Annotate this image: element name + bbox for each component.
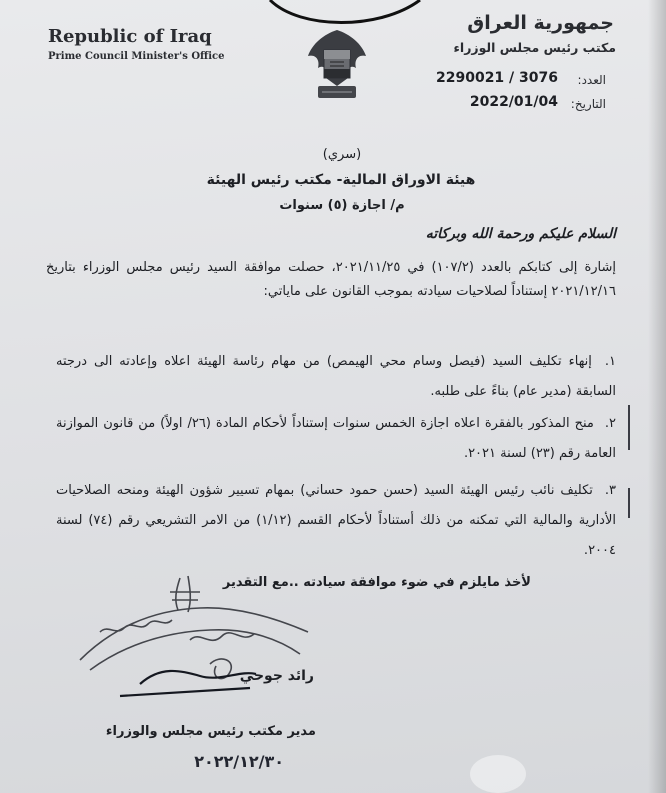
list-item [56,476,616,566]
list-item-number: ٣. [604,483,616,498]
signer-name: رائد جوحي [239,668,314,684]
list-item-text: تكليف نائب رئيس الهيئة السيد (حسن حمود حساني) بمهام تسيير شؤون الهيئة ومنحه الصلاحيات الأدارية والمالية التي تمكنه من ذلك أستناداً لأحكام القسم (١/١٢) من الامر التشريعي رقم (٧٤) لسنة ٢٠٠٤. [56,483,616,558]
signer-title: مدير مكتب رئيس مجلس والوزراء [105,724,316,739]
list-item [56,409,616,469]
date-label: التاريخ: [570,97,606,111]
classification-label: (سري) [322,147,362,162]
addressee-line: هيئة الاوراق المالية- مكتب رئيس الهيئة [206,172,476,188]
subject-line: م/ اجازة (٥) سنوات [279,198,405,213]
country-name-ar: جمهورية العراق [467,12,614,34]
date-value: 2022/01/04 [469,94,558,110]
list-item-text: إنهاء تكليف السيد (فيصل وسام محي الهيمص) من مهام رئاسة الهيئة اعلاه وإعادته الى درجته السابقة (مدير عام) بناءً على طلبه. [56,354,616,399]
country-name-en: Republic of Iraq [48,26,212,47]
watermark-blob [470,755,526,793]
list-item [56,347,616,407]
margin-bracket [628,488,630,518]
iraq-emblem-icon [302,26,372,108]
office-name-ar: مكتب رئيس مجلس الوزراء [453,40,616,55]
office-name-en: Prime Council Minister's Office [48,51,225,62]
closing-line: لأخذ مايلزم في ضوء موافقة سيادته ..مع التقدير [222,575,531,590]
ref-number-label: العدد: [577,73,606,87]
margin-bracket [628,405,630,450]
ref-number-value: 2290021 / 3076 [435,70,558,86]
signature-date: ٢٠٢٢/١٢/٣٠ [194,752,284,771]
list-item-number: ١. [604,354,616,369]
list-item-text: منح المذكور بالفقرة اعلاه اجازة الخمس سنوات إستناداً لأحكام المادة (٢٦/ اولاً) من قانون الموازنة العامة رقم (٢٣) لسنة ٢٠٢١. [56,416,616,461]
intro-paragraph: إشارة إلى كتابكم بالعدد (١٠٧/٢) في ٢٠٢١/١١/٢٥، حصلت موافقة السيد رئيس مجلس الوزراء بتاريخ ٢٠٢١/١٢/١٦ إستناداً لصلاحيات سيادته بموجب القانون على ماياتي: [46,260,617,299]
list-item-number: ٢. [604,416,616,431]
page-edge-shadow [648,0,666,793]
greeting-line: السلام عليكم ورحمة الله وبركاته [425,226,616,242]
